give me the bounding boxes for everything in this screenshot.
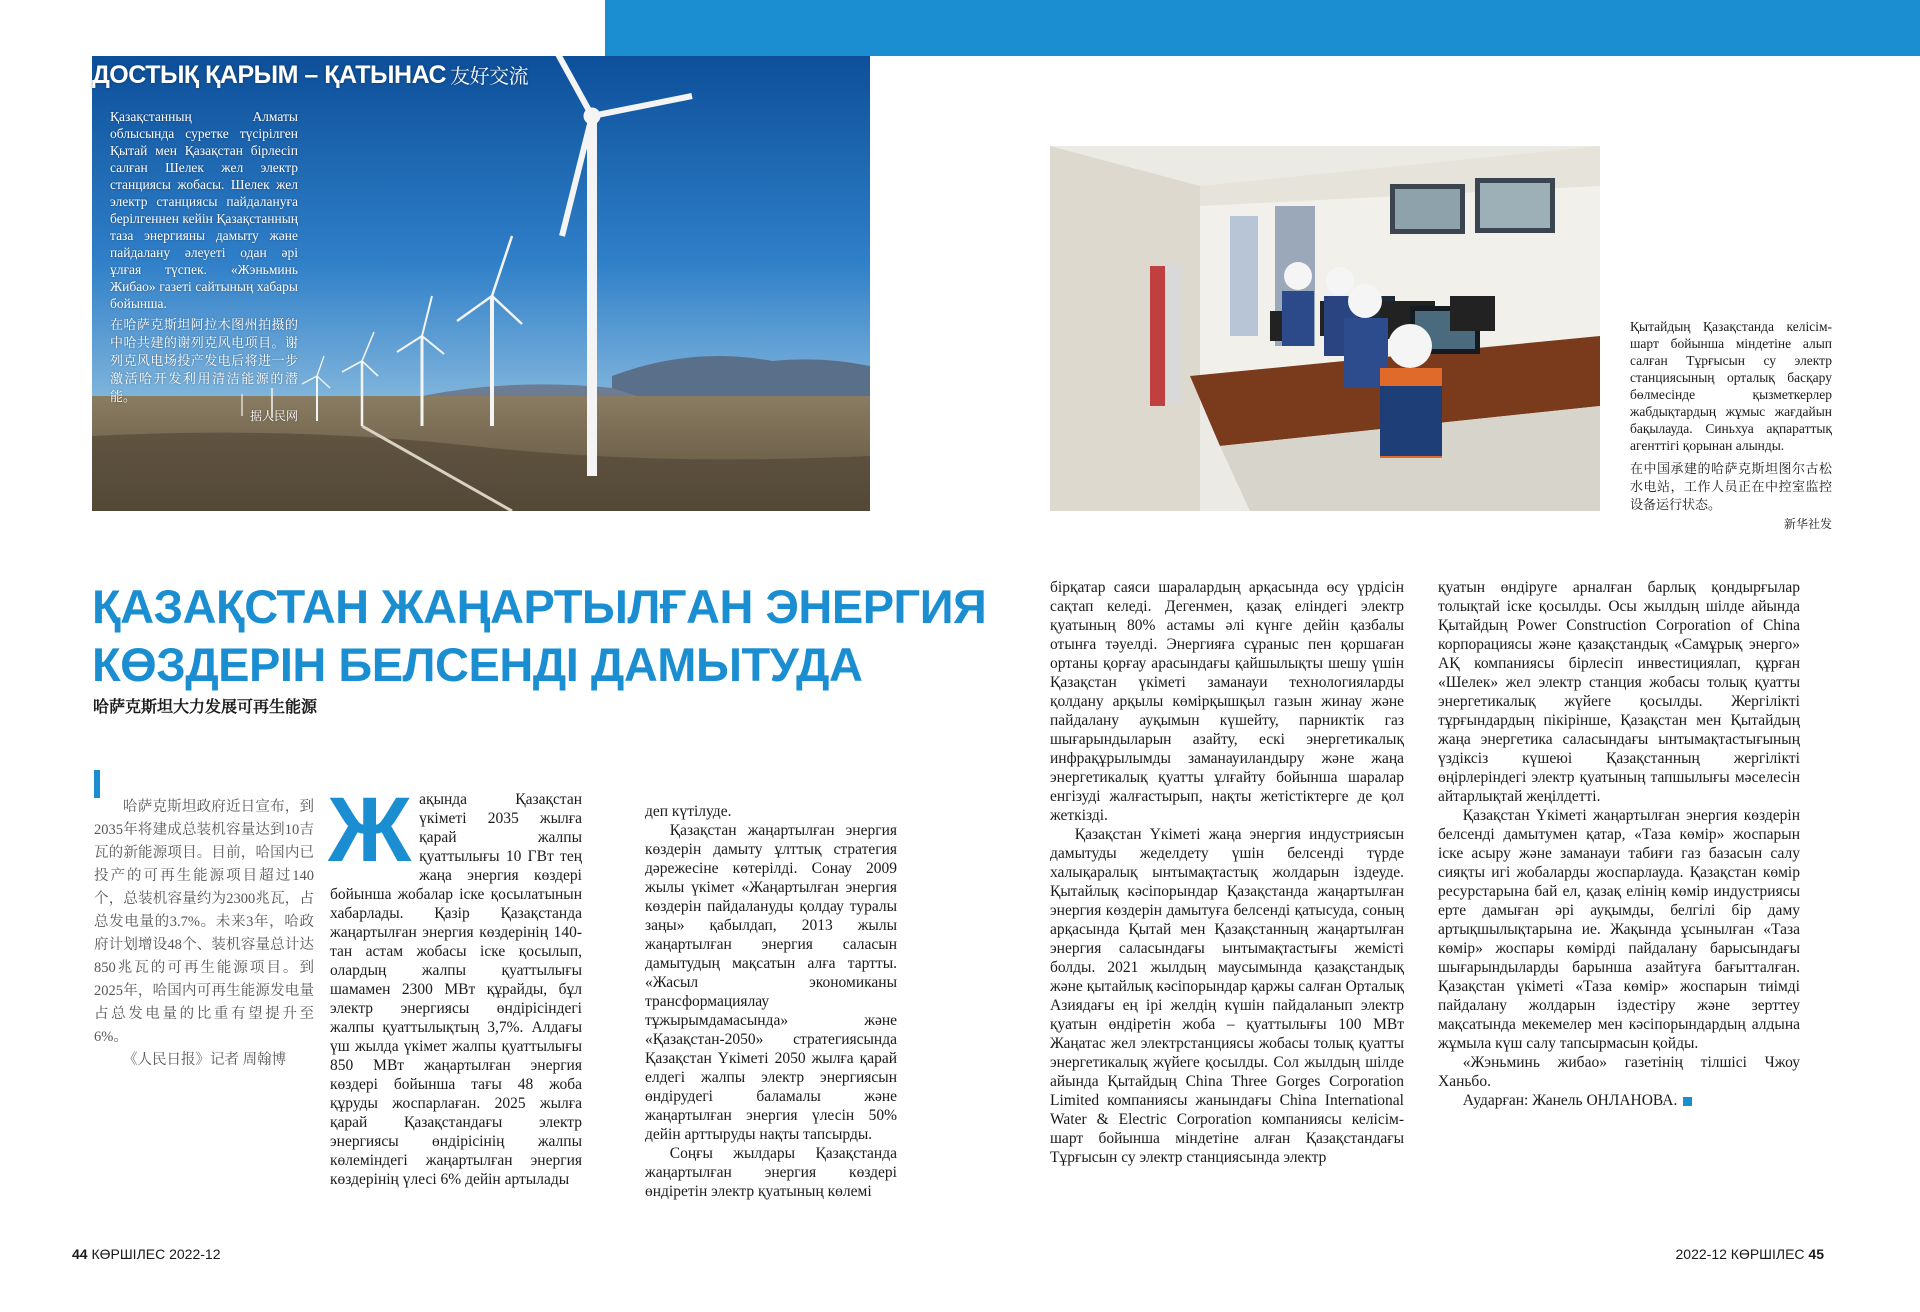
body-paragraph: қуатын өндіруге арналған барлық қондырғылар толықтай іске қосылды. Осы жылдың шілде айында Қытайдың Power Construction Corporation of China корпорациясы және қазақстандық «Самұрық энерго» АҚ компаниясы бірлесіп инвестициялап, құрған «Шелек» жел электр станция жобасы толық қуатты энергетикалық жүйеге қосылды. Жергілікті тұрғындардың пікірінше, Қазақстан мен Қытайдың жаңа энергетика саласындағы ынтымақтастығының үздіксіз күшеюі Қазақстанның жергілікті өңірлеріндегі электр қуатының тапшылығы мәселесін айтарлықтай жеңілдетті. bbox=[1438, 579, 1800, 805]
chinese-summary-text: 哈萨克斯坦政府近日宣布，到2035年将建成总装机容量达到10吉瓦的新能源项目。目前，哈国内已投产的可再生能源项目超过140个，总装机容量约为2300兆瓦，占总发电量的3.7%。未来3年，哈政府计划增设48个、装机容量总计达850兆瓦的可再生能源项目。到2025年，哈国内可再生能源发电量占总发电量的比重有望提升至6%。 bbox=[94, 799, 314, 1045]
translator-line bbox=[1438, 1091, 1800, 1110]
section-tag bbox=[92, 60, 528, 90]
body-column-3 bbox=[1050, 578, 1404, 1167]
body-column-1 bbox=[328, 779, 582, 1189]
headline-line-2: КӨЗДЕРІН БЕЛСЕНДІ ДАМЫТУДА bbox=[92, 638, 863, 691]
photo1-caption bbox=[110, 108, 298, 425]
page-number-right: 45 bbox=[1808, 1246, 1824, 1262]
article-subhead: 哈萨克斯坦大力发展可再生能源 bbox=[93, 697, 318, 716]
drop-cap: Ж bbox=[328, 779, 412, 881]
page-number-left: 44 bbox=[72, 1246, 88, 1262]
section-tag-zh: 友好交流 bbox=[450, 66, 529, 88]
footer-left-magazine: КӨРШІЛЕС 2022-12 bbox=[91, 1246, 221, 1262]
photo2-caption-zh: 在中国承建的哈萨克斯坦图尔古松水电站，工作人员正在中控室监控设备运行状态。 bbox=[1630, 461, 1832, 512]
footer-left bbox=[72, 1246, 220, 1262]
footer-right bbox=[1676, 1246, 1824, 1262]
chinese-summary-author: 《人民日报》记者 周翰博 bbox=[123, 1052, 287, 1068]
article-headline bbox=[92, 578, 987, 694]
headline-line-1: ҚАЗАҚСТАН ЖАҢАРТЫЛҒАН ЭНЕРГИЯ bbox=[92, 580, 987, 633]
body-paragraph: Қазақстан жаңартылған энергия көздерін дамыту ұлттық стратегия дәрежесіне көтерілді. Сонау 2009 жылы үкімет «Жаңартылған энергия көздерін пайдалануды қолдау туралы заңы» қабылдап, 2013 жылы жаңартылған энергия саласын дамытудың мақсатын алға тартты. «Жасыл экономиканы трансформациялау тұжырымдамасында» және «Қазақстан-2050» стратегиясында Қазақстан Үкіметі 2050 жылға қарай елдегі жалпы электр энергиясын өндірудегі баламалы және жаңартылған энергия үлесін 50% дейін арттыруды нақты тапсырды. bbox=[645, 822, 897, 1143]
summary-accent-bar bbox=[94, 770, 100, 798]
end-mark-icon bbox=[1683, 1097, 1692, 1106]
body-paragraph: деп күтілуде. bbox=[645, 803, 732, 820]
body-column-2 bbox=[645, 802, 897, 1201]
photo1-caption-kz: Қазақстанның Алматы облысында суретке түсірілген Қытай мен Қазақстан бірлесіп салған Шелек жел электр станциясы жобасы. Шелек жел электр станциясы пайдалануға берілгеннен кейін Қазақстанның таза энергияны дамыту және пайдалану әлеуеті одан әрі ұлғая түспек. «Жэньминь Жибао» газеті сайтының хабары бойынша. bbox=[110, 109, 298, 311]
body-paragraph: «Жэньминь жибао» газетінің тілшісі Чжоу Ханьбо. bbox=[1438, 1054, 1800, 1090]
footer-right-magazine: 2022-12 КӨРШІЛЕС bbox=[1675, 1246, 1805, 1262]
control-room-photo bbox=[1050, 146, 1600, 511]
photo2-caption-kz: Қытайдың Қазақстанда келісім-шарт бойынша міндетіне алып салған Тұрғысын су электр станциясының орталық басқару бөлмесінде қызметкерлер жабдықтардың жұмыс жағдайын бақылауда. Синьхуа ақпараттық агенттігі қорынан алынды. bbox=[1630, 319, 1832, 453]
body-paragraph: Соңғы жылдары Қазақстанда жаңартылған энергия көздері өндіретін электр қуатының көлемі bbox=[645, 1145, 897, 1200]
body-paragraph: Қазақстан Үкіметі жаңартылған энергия көздерін белсенді дамытумен қатар, «Таза көмір» жоспарын іске асыру және заманауи табиғи газ базасын салу сияқты игі жобаларды жоспарлауда. Қазақстан көмір ресурстарына бай ел, қазақ елінің көмір индустриясы ерте дамыған әрі ауқымды, белгілі бір даму артықшылықтарына ие. Жақында ұсынылған «Таза көмір» жоспары көмірді пайдалану барысындағы шығарындыларды барынша азайтуға бағытталған. Қазақстан үкіметі «Таза көмір» жоспарын тиімді пайдалану жолдарын іздестіру және зерттеу мақсатында мекемелер мен кәсіпорындардың алдына жұмыла күш салу тапсырмасын қойды. bbox=[1438, 807, 1800, 1052]
body-paragraph: ақында Қазақстан үкіметі 2035 жылға қарай жалпы қуаттылығы 10 ГВт тең жаңа энергия көздері бойынша жобалар іске қосылатынын хабарлады. Қазір Қазақстанда жаңартылған энергия көздерінің 140-тан астам жобасы іске қосылып, олардың жалпы қуаттылығы шамамен 2300 МВт құрайды, бұл электр энергиясы өндірісіндегі жалпы қуаттылықтың 3,7%. Алдағы үш жылда үкімет жалпы қуаттылығы 850 МВт жаңартылған энергия көздері бойынша тағы 48 жоба құруды жоспарлаған. 2025 жылға қарай Қазақстандағы электр энергиясы өндірісінің жалпы көлеміндегі жаңартылған энергия көздерінің үлесі 6% дейін артылады bbox=[330, 791, 582, 1188]
section-tag-kz: ДОСТЫҚ ҚАРЫМ – ҚАТЫНАС bbox=[92, 61, 447, 89]
photo2-caption bbox=[1630, 318, 1832, 533]
photo1-caption-zh: 在哈萨克斯坦阿拉木图州拍摄的中哈共建的谢列克风电项目。谢列克风电场投产发电后将进一步激活哈开发利用清洁能源的潜能。 bbox=[110, 317, 298, 404]
chinese-summary bbox=[94, 796, 314, 1072]
body-column-4 bbox=[1438, 578, 1800, 1110]
body-paragraph: Қазақстан Үкіметі жаңа энергия индустриясын дамытуды жеделдету үшін белсенді түрде халықаралық ынтымақтастық жолдарын іздеуде. Қытайлық кәсіпорындар Қазақстанда жаңартылған энергия көздерін дамытуға белсенді қатысуда, соның арқасында Қытай мен Қазақстанның жаңартылған энергия саласындағы ынтымақтастығы жемісті болды. 2021 жылдың маусымында қазақстандық және қытайлық кәсіпорындар қаржы салған Орталық Азиядағы ең ірі желдің күшін пайдаланып электр қуатын өндіретін жоба – қуаттылығы 100 МВт Жаңатас жел электрстанциясы жобасы толық қуатты энергетикалық жүйеге қосылды. Сол жылдың шілде айында Қытайдың China Three Gorges Corporation Limited компаниясы жанындағы China International Water & Electric Corporation компаниясы келісім-шарт бойынша міндетіне алған Қазақстандағы Тұрғысын су электр станциясында электр bbox=[1050, 826, 1404, 1166]
photo2-credit: 新华社发 bbox=[1783, 517, 1832, 531]
translator-text: Аударған: Жанель ОНЛАНОВА. bbox=[1462, 1092, 1678, 1109]
top-accent-bar bbox=[605, 0, 1920, 56]
body-paragraph: бірқатар саяси шаралардың арқасында өсу үрдісін сақтап келеді. Дегенмен, қазақ еліндегі электр қуатының 80% астамы әлі күнге дейін қазбалы отынға тәуелді. Энергияға сұраныс пен қоршаған ортаны қорғау арасындағы қайшылықты шешу үшін Қазақстан үкіметі заманауи технологияларды қолдану арқылы көмірқышқыл газын жинау және пайдалану ауқымын күшейту, парниктік газ шығарындыларын азайту, ескі энергетикалық инфрақұрылымды заманауиландыру және жаңа энергетикалық қуатты ұлғайту бойынша шаралар енгізуді жалғастырып, нақты жетістіктерге де қол жеткізді. bbox=[1050, 579, 1404, 824]
photo1-credit: 据人民网 bbox=[249, 409, 298, 423]
